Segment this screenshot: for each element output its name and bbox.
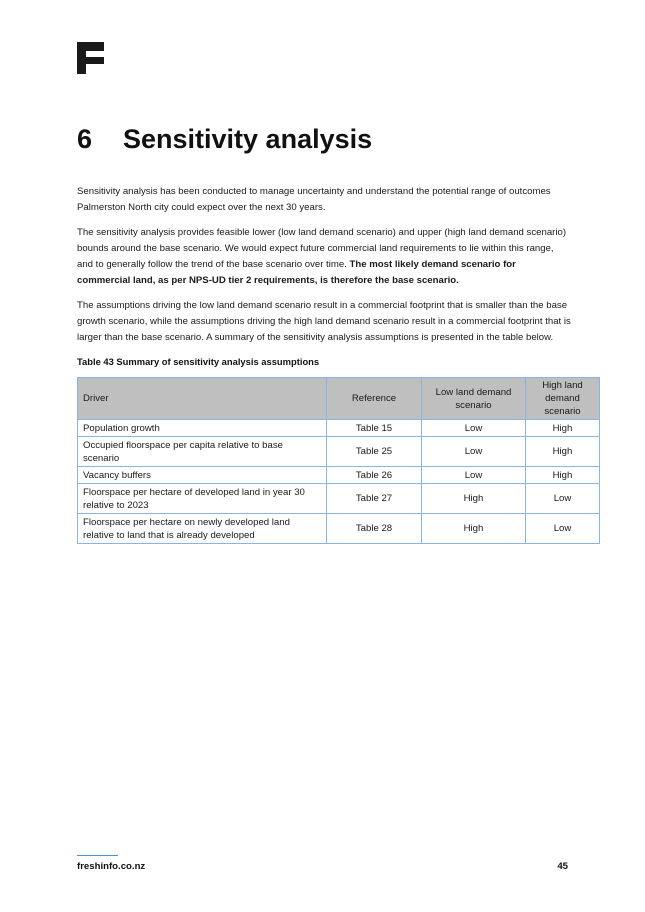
- table-row: [78, 467, 600, 484]
- paragraph-intro: Sensitivity analysis has been conducted to manage uncertainty and understand the potential range of outcomes Palmerston North city could expect over the next 30 years.: [77, 186, 551, 213]
- table-row: [78, 484, 600, 514]
- page-number: 45: [557, 861, 568, 872]
- section-body: [77, 184, 583, 544]
- table-row: [78, 420, 600, 437]
- table-row: [78, 514, 600, 544]
- section-heading: [77, 124, 372, 155]
- cell-low: Low: [422, 437, 526, 467]
- cell-driver: Floorspace per hectare on newly developed land relative to land that is already developed: [78, 514, 327, 544]
- cell-high: Low: [526, 484, 600, 514]
- cell-reference: Table 28: [327, 514, 422, 544]
- cell-driver: Vacancy buffers: [78, 467, 327, 484]
- table-header-row: [78, 378, 600, 420]
- cell-driver: Occupied floorspace per capita relative to base scenario: [78, 437, 327, 467]
- section-title: Sensitivity analysis: [123, 124, 373, 154]
- cell-high: High: [526, 420, 600, 437]
- section-number: 6: [77, 124, 93, 154]
- cell-high: High: [526, 437, 600, 467]
- paragraph-bounds: [77, 225, 571, 289]
- table-row: [78, 437, 600, 467]
- f-logo-icon: [77, 42, 104, 74]
- cell-low: High: [422, 514, 526, 544]
- cell-reference: Table 27: [327, 484, 422, 514]
- sensitivity-assumptions-table: [77, 377, 600, 544]
- header-reference: Reference: [327, 378, 422, 420]
- cell-reference: Table 15: [327, 420, 422, 437]
- paragraph-assumptions: The assumptions driving the low land demand scenario result in a commercial footprint that is smaller than the base growth scenario, while the assumptions driving the high land demand scenario result in a commercial footprint that is larger than the base scenario. A summary of the sensitivity analysis assumptions is presented in the table below.: [77, 300, 571, 343]
- footer-divider: [77, 855, 118, 856]
- cell-high: High: [526, 467, 600, 484]
- header-driver: Driver: [78, 378, 327, 420]
- footer-website[interactable]: freshinfo.co.nz: [77, 861, 146, 872]
- table-caption: Table 43 Summary of sensitivity analysis assumptions: [77, 356, 320, 367]
- header-high-scenario: High land demand scenario: [526, 378, 600, 420]
- cell-driver: Population growth: [78, 420, 327, 437]
- cell-reference: Table 25: [327, 437, 422, 467]
- cell-high: Low: [526, 514, 600, 544]
- header-low-scenario: Low land demand scenario: [422, 378, 526, 420]
- paragraph-bounds-emphasis: The most likely demand scenario for commercial land, as per NPS-UD tier 2 requirements, is therefore the base scenario.: [77, 259, 516, 286]
- cell-low: Low: [422, 467, 526, 484]
- paragraph-bounds-text: The sensitivity analysis provides feasible lower (low land demand scenario) and upper (high land demand scenario) bounds around the base scenario. We would expect future commercial land requirements to lie within this range, and to generally follow the trend of the base scenario over time.: [77, 227, 567, 270]
- cell-reference: Table 26: [327, 467, 422, 484]
- cell-driver: Floorspace per hectare of developed land in year 30 relative to 2023: [78, 484, 327, 514]
- cell-low: Low: [422, 420, 526, 437]
- cell-low: High: [422, 484, 526, 514]
